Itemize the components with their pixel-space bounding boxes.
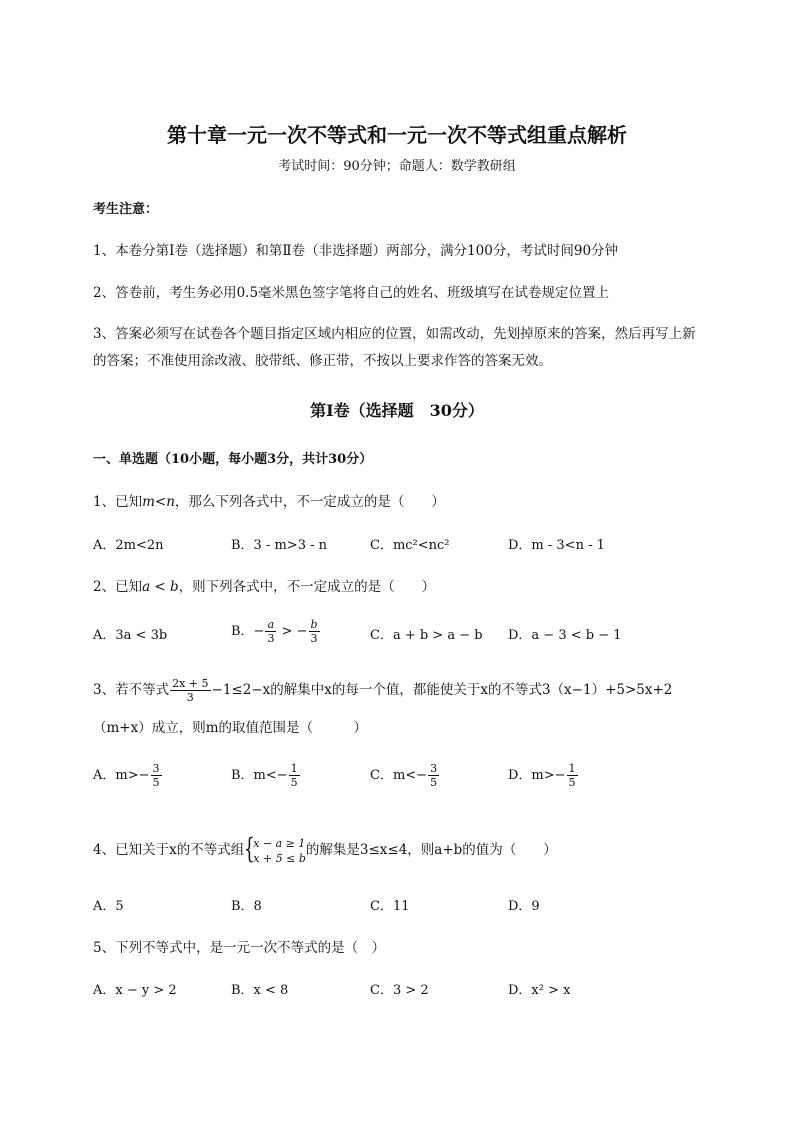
q2-expr: a < b (142, 579, 179, 595)
q5-option-c[interactable]: C．3 > 2 (370, 983, 429, 998)
q1-option-d[interactable]: D．m - 3<n - 1 (508, 538, 605, 553)
q4-option-a[interactable]: A．5 (93, 899, 124, 914)
q2-b-frac-1 (265, 618, 276, 645)
part-heading: 一、单选题（10小题，每小题3分，共计30分） (93, 452, 373, 467)
frac-num: 1 (568, 762, 576, 775)
option-frac (289, 762, 300, 789)
q2-post: ，则下列各式中，不一定成立的是（ ） (178, 579, 436, 595)
question-2 (93, 578, 435, 596)
q1-option-a[interactable]: A．2m<2n (93, 538, 164, 553)
q5-option-a[interactable]: A．x − y > 2 (93, 983, 177, 998)
q1-option-c[interactable]: C．mc²<nc² (370, 538, 450, 553)
frac-num: a (265, 618, 276, 632)
q1-expr: m<n (142, 494, 175, 510)
notice-item-2: 2、答卷前，考生务必用0.5毫米黑色签字笔将自己的姓名、班级填写在试卷规定位置上 (93, 285, 610, 301)
q1-pre: 1、已知 (93, 494, 143, 510)
frac-num: 3 (152, 762, 160, 775)
q3-option-a[interactable] (93, 762, 163, 789)
option-label: D．m>− (508, 768, 566, 783)
frac-den: 3 (310, 632, 318, 645)
question-5: 5、下列不等式中，是一元一次不等式的是（ ） (93, 940, 386, 956)
frac-den: 3 (186, 691, 194, 704)
q2-option-b[interactable] (231, 618, 321, 645)
q3-frac (170, 677, 210, 704)
option-frac (428, 762, 439, 789)
q5-option-d[interactable]: D．x² > x (508, 983, 571, 998)
frac-den: 5 (568, 776, 576, 789)
q3-option-d[interactable] (508, 762, 579, 789)
section-title: 第Ⅰ卷（选择题 30分） (310, 401, 484, 420)
q3-option-b[interactable] (231, 762, 301, 789)
q2-b-mid: > − (277, 624, 308, 639)
frac-num: 3 (430, 762, 438, 775)
q2-b-label: B．− (231, 624, 265, 639)
frac-num: b (310, 618, 318, 631)
option-frac (567, 762, 578, 789)
brace-icon: { (244, 831, 255, 865)
system-line-1: x − a ≥ 1 (253, 836, 306, 850)
q3-option-c[interactable] (370, 762, 440, 789)
frac-num: 2x + 5 (172, 677, 209, 690)
page-title: 第十章一元一次不等式和一元一次不等式组重点解析 (167, 123, 627, 147)
frac-den: 5 (290, 776, 298, 789)
question-3 (93, 677, 672, 704)
q4-system (244, 831, 306, 866)
option-frac (151, 762, 162, 789)
q2-pre: 2、已知 (93, 579, 143, 595)
system-line-2: x + 5 ≤ b (253, 851, 306, 865)
q4-pre: 4、已知关于x的不等式组 (93, 842, 245, 858)
notice-item-1: 1、本卷分第Ⅰ卷（选择题）和第Ⅱ卷（非选择题）两部分，满分100分，考试时间90分钟 (93, 243, 619, 259)
notice-item-3: 3、答案必须写在试卷各个题目指定区域内相应的位置，如需改动，先划掉原来的答案，然后再写上新 (93, 326, 696, 342)
q2-option-c[interactable]: C．a + b > a − b (370, 628, 483, 643)
q5-option-b[interactable]: B．x < 8 (231, 983, 289, 998)
option-label: A．m>− (93, 768, 150, 783)
frac-den: 5 (430, 776, 438, 789)
question-3-cont: （m+x）成立，则m的取值范围是（ ） (93, 720, 368, 736)
q4-option-d[interactable]: D．9 (508, 899, 540, 914)
frac-num: 1 (290, 762, 298, 775)
q2-b-frac-2 (309, 618, 320, 645)
frac-den: 3 (267, 632, 275, 645)
option-label: B．m<− (231, 768, 288, 783)
frac-den: 5 (152, 776, 160, 789)
notice-item-3-cont: 的答案；不准使用涂改液、胶带纸、修正带，不按以上要求作答的答案无效。 (93, 353, 552, 369)
notice-heading: 考生注意： (93, 202, 159, 217)
q4-option-b[interactable]: B．8 (231, 899, 262, 914)
q4-option-c[interactable]: C．11 (370, 899, 410, 914)
question-1 (93, 493, 445, 511)
q4-post: 的解集是3≤x≤4，则a+b的值为（ ） (305, 842, 557, 858)
q3-pre: 3、若不等式 (93, 682, 170, 698)
exam-info: 考试时间：90分钟；命题人：数学教研组 (278, 159, 516, 174)
q2-option-d[interactable]: D．a − 3 < b − 1 (508, 628, 622, 643)
q2-option-a[interactable]: A．3a < 3b (93, 628, 168, 643)
q3-mid: −1≤2−x的解集中x的每一个值，都能使关于x的不等式3（x−1）+5>5x+2 (211, 682, 673, 698)
option-label: C．m<− (370, 768, 428, 783)
q1-option-b[interactable]: B．3 - m>3 - n (231, 538, 328, 553)
q1-post: ，那么下列各式中，不一定成立的是（ ） (174, 494, 445, 510)
question-4 (93, 830, 557, 870)
